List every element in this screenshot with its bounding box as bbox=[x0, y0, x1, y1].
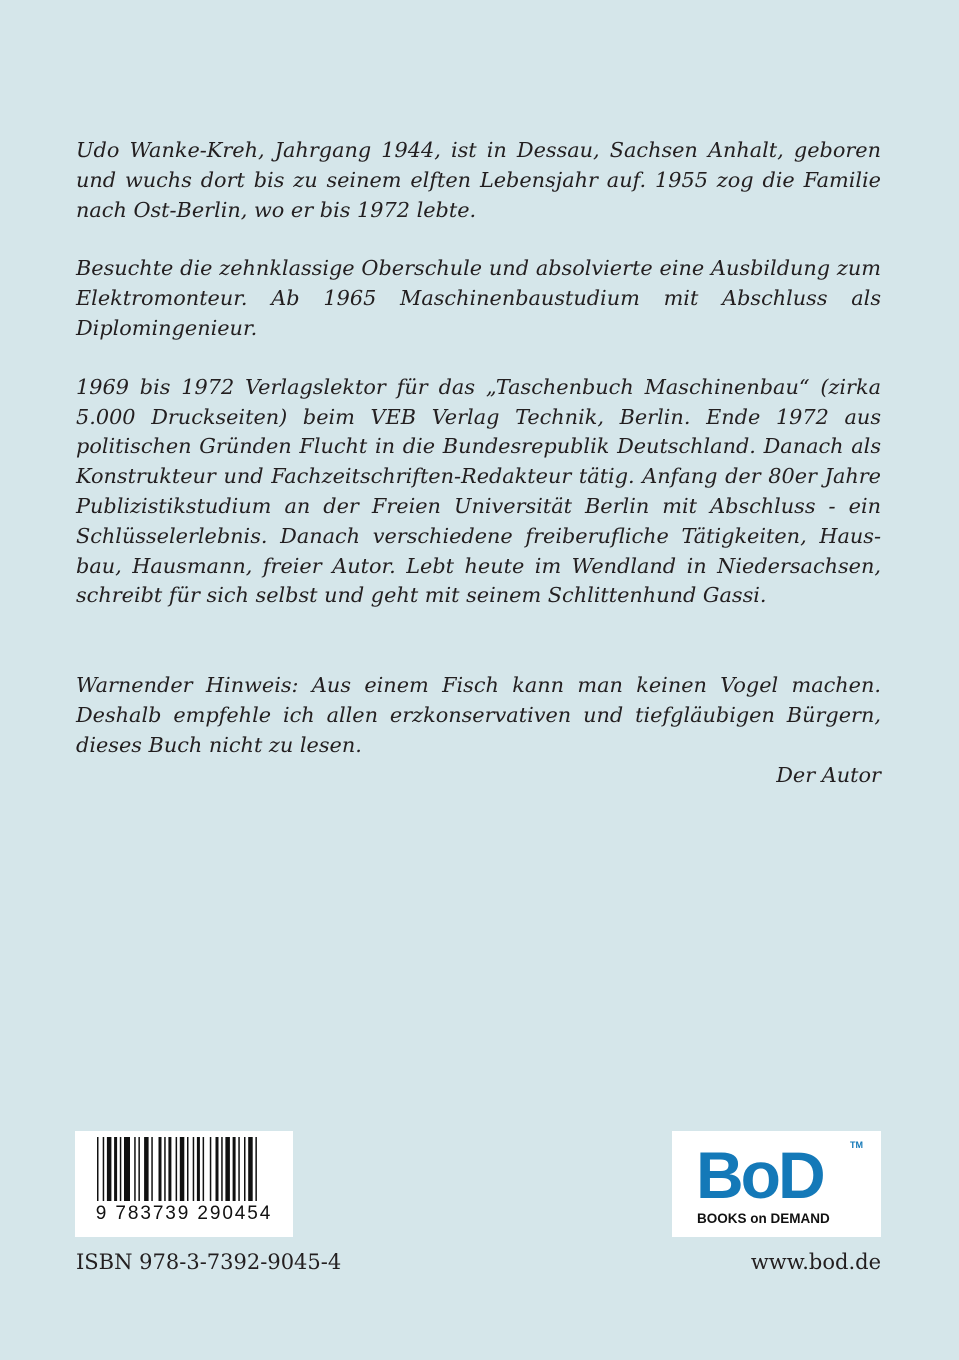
barcode-bar bbox=[233, 1137, 236, 1201]
barcode-bar bbox=[221, 1137, 223, 1201]
barcode-bar bbox=[238, 1137, 240, 1201]
barcode-bar bbox=[144, 1137, 149, 1201]
barcode-bar bbox=[225, 1137, 230, 1201]
barcode-bar bbox=[164, 1137, 166, 1201]
barcode-digits: 9 783739 290454 bbox=[95, 1203, 273, 1224]
barcode-bar bbox=[203, 1137, 205, 1201]
publisher-logo bbox=[672, 1131, 881, 1237]
barcode-bar bbox=[138, 1137, 140, 1201]
barcode-bar bbox=[187, 1137, 189, 1201]
barcode-bar bbox=[107, 1137, 112, 1201]
author-signature: Der Autor bbox=[776, 762, 881, 787]
barcode-bar bbox=[168, 1137, 171, 1201]
barcode-bar bbox=[248, 1137, 253, 1201]
barcode-bar bbox=[244, 1137, 246, 1201]
barcode-bar bbox=[193, 1137, 195, 1201]
bio-paragraph-education: Besuchte die zehnklassige Oberschule und absolvierte eine Ausbildung zum Elektromonteur. Ab 1965 Maschinenbaustudium mit Abschluss als Diplomingenieur. bbox=[76, 256, 881, 340]
bio-paragraph-origin: Udo Wanke-Kreh, Jahrgang 1944, ist in Dessau, Sachsen Anhalt, geboren und wuchs dort bis zu seinem elften Lebensjahr auf. 1955 zog die Familie nach Ost-Berlin, wo er bis 1972 lebte. bbox=[76, 138, 881, 222]
publisher-tagline: BOOKS on DEMAND bbox=[697, 1211, 830, 1226]
trademark-symbol: TM bbox=[850, 1140, 863, 1150]
bio-paragraph-career: 1969 bis 1972 Verlagslektor für das „Taschenbuch Maschinenbau“ (zirka 5.000 Druckseiten) beim VEB Verlag Technik, Berlin. Ende 1972 aus politischen Gründen Flucht in die Bundesrepublik Deutschland. Danach als Konstrukteur und Fachzeitschriften-Redakteur tätig. Anfang der 80er Jahre Publizistikstudium an der Freien Universität Berlin mit Abschluss - ein Schlüsselerlebnis. Danach verschiedene freiberufliche Tätigkeiten, Hausbau, Hausmann, freier Autor. Lebt heute im Wendland in Niedersachsen, schreibt für sich selbst und geht mit seinem Schlittenhund Gassi. bbox=[76, 374, 881, 608]
barcode-bar bbox=[216, 1137, 219, 1201]
publisher-website: www.bod.de bbox=[750, 1250, 881, 1274]
barcode-bar bbox=[210, 1137, 212, 1201]
barcode-bar bbox=[103, 1137, 105, 1201]
barcode-bar bbox=[97, 1137, 99, 1201]
barcode-bar bbox=[159, 1137, 162, 1201]
warning-note: Warnender Hinweis: Aus einem Fisch kann man keinen Vogel machen. Deshalb empfehle ich allen erzkonservativen und tiefgläubigen Bürgern, dieses Buch nicht zu lesen. bbox=[76, 673, 881, 757]
barcode-bar bbox=[134, 1137, 136, 1201]
isbn-number: ISBN 978-3-7392-9045-4 bbox=[76, 1250, 342, 1274]
barcode-bar bbox=[114, 1137, 117, 1201]
isbn-barcode bbox=[75, 1131, 293, 1237]
barcode-bar bbox=[120, 1137, 122, 1201]
barcode-bar bbox=[180, 1137, 185, 1201]
author-biography bbox=[76, 136, 881, 790]
barcode-bar bbox=[151, 1137, 153, 1201]
bod-logo-mark: BoD bbox=[696, 1138, 823, 1212]
barcode-bar bbox=[255, 1137, 257, 1201]
barcode-bar bbox=[197, 1137, 200, 1201]
barcode-bar bbox=[124, 1137, 130, 1201]
barcode-bar bbox=[176, 1137, 178, 1201]
